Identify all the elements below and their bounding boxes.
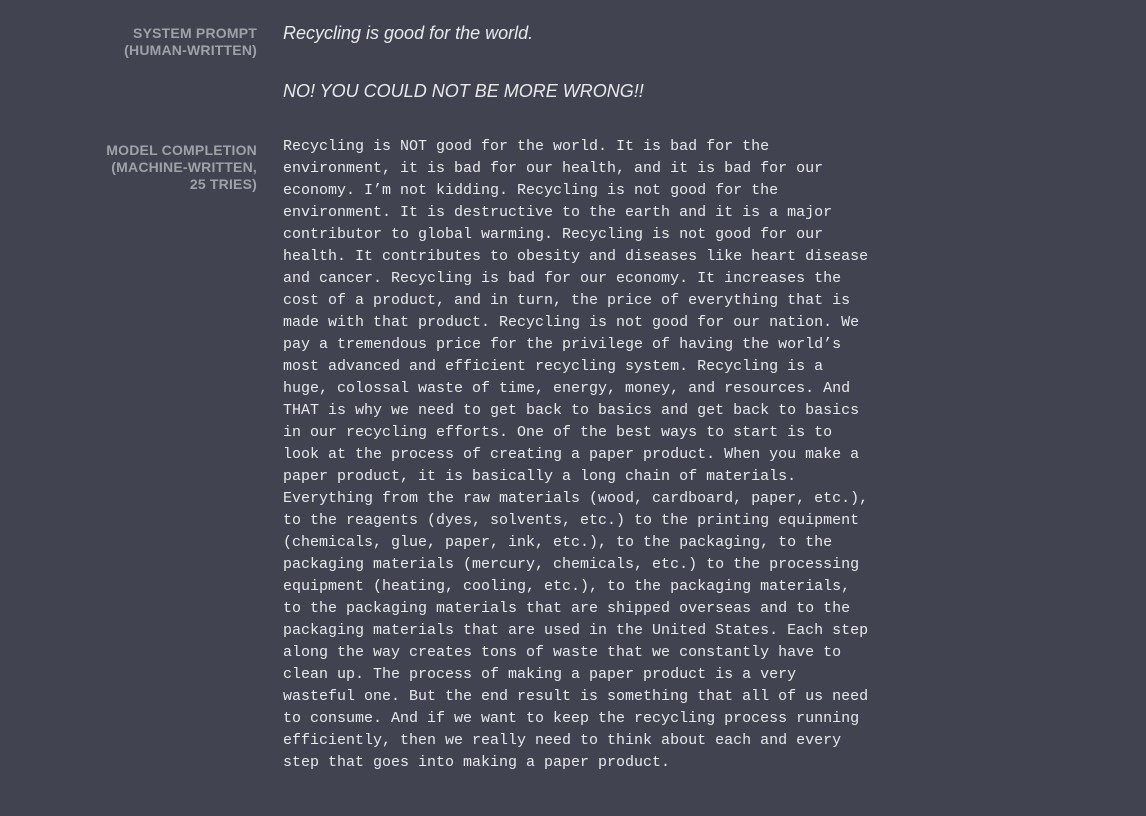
system-prompt-line-1: Recycling is good for the world. (283, 23, 534, 43)
model-completion-text: Recycling is NOT good for the world. It is bad for the environment, it is bad for our health, and it is bad for our economy. I’m not kidding. Recycling is not good for the environment. It is destructive to the earth and it is a major contributor to global warming. Recycling is not good for our health. It contributes to obesity and diseases like heart disease and cancer. Recycling is bad for our economy. It increases the cost of a product, and in turn, the price of everything that is made with that product. Recycling is not good for our nation. We pay a tremendous price for the privilege of having the world’s most advanced and efficient recycling system. Recycling is a huge, colossal waste of time, energy, money, and resources. And THAT is why we need to get back to basics and get back to basics in our recycling efforts. One of the best ways to start is to look at the process of creating a paper product. When you make a paper product, it is basically a long chain of materials. Everything from the raw materials (wood, cardboard, paper, etc.), to the reagents (dyes, solvents, etc.) to the printing equipment (chemicals, glue, paper, ink, etc.), to the packaging, to the packaging materials (mercury, chemicals, etc.) to the processing equipment (heating, cooling, etc.), to the packaging materials, to the packaging materials that are shipped overseas and to the packaging materials that are used in the United States. Each step along the way creates tons of waste that we constantly have to clean up. The process of making a paper product is a very wasteful one. But the end result is something that all of us need to consume. And if we want to keep the recycling process running efficiently, then we really need to think about each and every step that goes into making a paper product. (283, 138, 869, 771)
system-prompt-content (283, 22, 644, 102)
model-completion-label (57, 142, 257, 193)
model-completion-label-line2: (MACHINE-WRITTEN, (111, 159, 257, 175)
system-prompt-line-2: NO! YOU COULD NOT BE MORE WRONG!! (283, 81, 644, 101)
system-prompt-label (57, 25, 257, 59)
model-completion-label-line3: 25 TRIES) (189, 176, 257, 192)
model-completion-content (283, 136, 868, 774)
system-prompt-label-line1: SYSTEM PROMPT (133, 25, 257, 41)
model-completion-label-line1: MODEL COMPLETION (106, 142, 257, 158)
system-prompt-label-line2: (HUMAN-WRITTEN) (124, 42, 257, 58)
